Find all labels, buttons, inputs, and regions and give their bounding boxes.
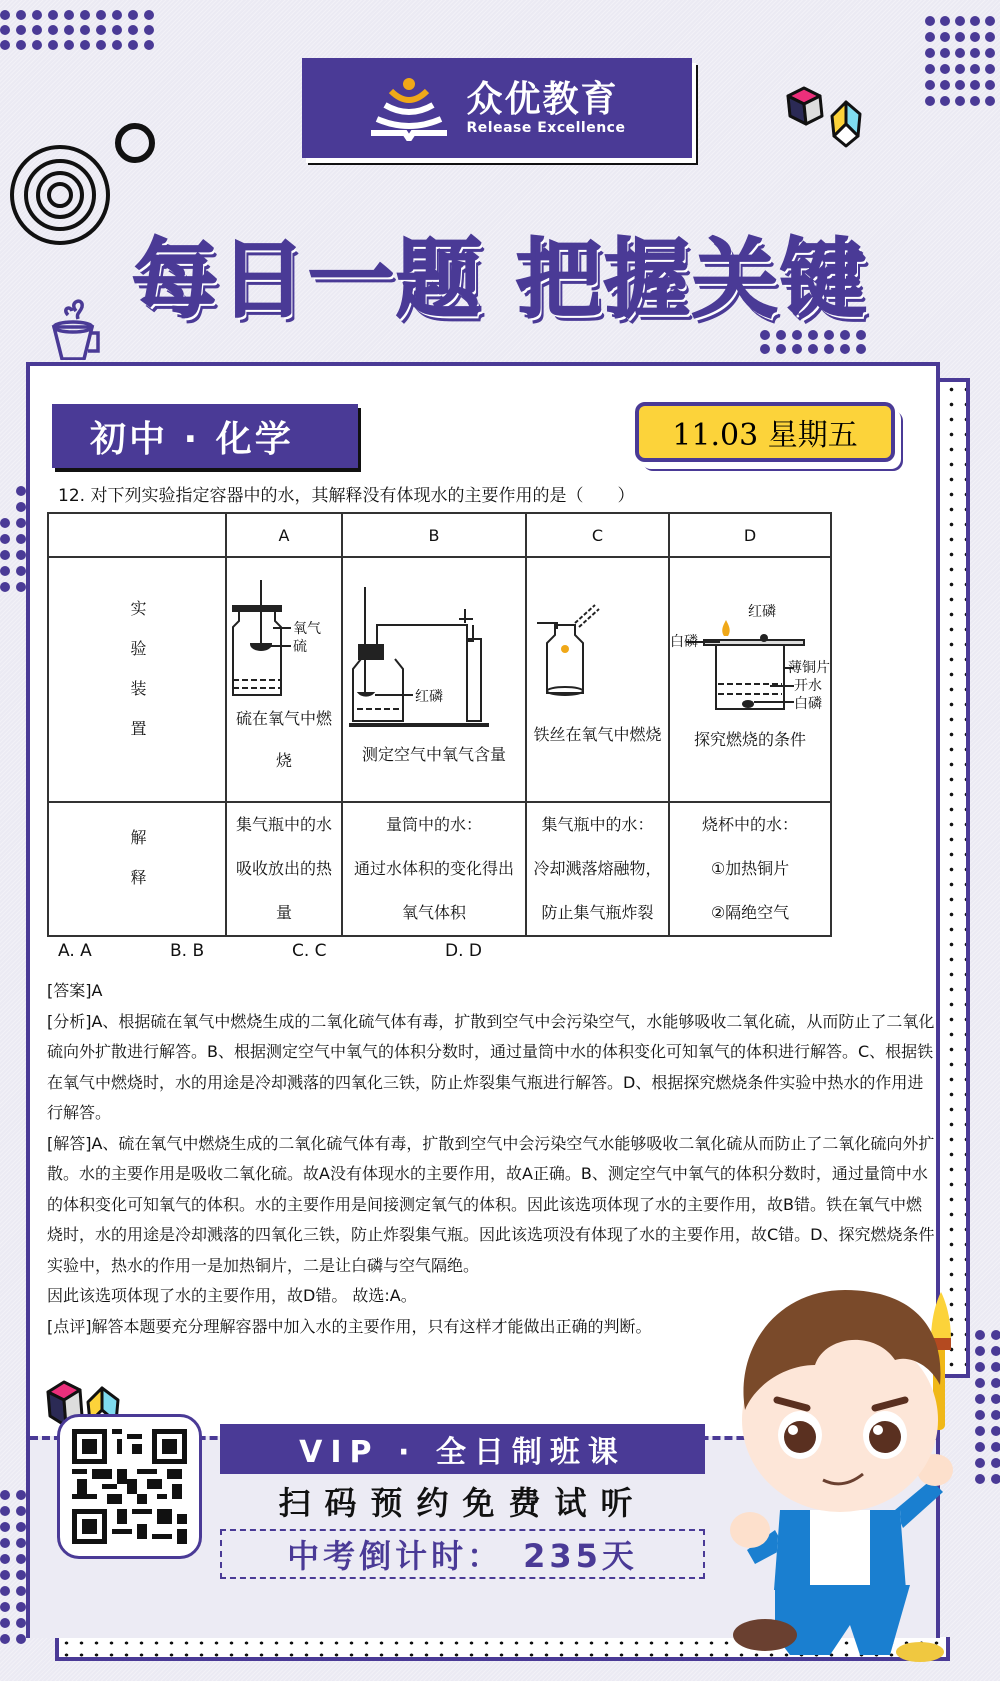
answer-options [58, 941, 482, 961]
dot-grid-bottom-right [975, 1330, 1000, 1484]
explanation-paragraph: [解答]A、硫在氧气中燃烧生成的二氧化硫气体有毒，扩散到空气中会污染空气水能够吸收二氧化硫从而防止了二氧化硫向外扩散。水的主要作用是吸收二氧化硫。故A没有体现水的主要作用，故A正确。B、测定空气中氧气的体积分数时，通过量筒中水的体积变化可知氧气的体积。水的主要作用是间接测定氧气的体积。因此该选项体现了水的主要作用，故B错。铁在氧气中燃烧时，水的用途是冷却溅落的四氧化三铁，防止炸裂集气瓶。因此该选项没有体现了水的主要作用，故C错。D、探究燃烧条件实验中，热水的作用一是加热铜片，二是让白磷与空气隔绝。 [47, 1133, 935, 1275]
analysis-paragraph: [分析]A、根据硫在氧气中燃烧生成的二氧化硫气体有毒，扩散到空气中会污染空气，水能够吸收二氧化硫，从而防止了二氧化硫向外扩散进行解答。B、根据测定空气中氧气的体积分数时，通过量筒中水的体积变化可知氧气的体积进行解答。C、根据铁在氧气中燃烧时，水的用途是冷却溅落的四氧化三铁，防止炸裂集气瓶进行解答。D、根据探究燃烧条件实验中热水的作用进行解答。 [47, 1011, 935, 1122]
caption-b: 测定空气中氧气含量 [361, 744, 506, 764]
svg-text:硫: 硫 [293, 638, 307, 655]
countdown-value: 235天 [523, 1537, 638, 1575]
caption-d: 探究燃烧的条件 [693, 729, 806, 749]
apparatus-c [526, 557, 669, 802]
comment-line: [点评]解答本题要充分理解容器中加入水的主要作用，只有这样才能做出正确的判断。 [47, 1316, 652, 1336]
apparatus-b [342, 557, 526, 802]
logo-icon [369, 75, 449, 141]
brand-name-cn: 众优教育 [466, 79, 619, 120]
option-b: B. B [170, 941, 205, 961]
svg-text:红磷: 红磷 [415, 688, 443, 705]
svg-text:氧气: 氧气 [293, 620, 321, 637]
coffee-cup-icon [48, 285, 113, 360]
apparatus-a [226, 557, 342, 802]
exam-countdown [220, 1529, 705, 1579]
row-label-apparatus: 实验装置 [48, 557, 226, 802]
phosphorus-oxygen-diagram [349, 583, 519, 733]
qr-code[interactable] [57, 1414, 202, 1559]
column-header-c: C [526, 513, 669, 557]
dot-grid-bottom-left [0, 1490, 26, 1644]
brand-logo [302, 58, 692, 158]
apparatus-d [669, 557, 831, 802]
date-badge: 11.03 星期五 [635, 402, 895, 462]
explanation-b: 量筒中的水： 通过水体积的变化得出 氧气体积 [342, 802, 526, 936]
svg-text:薄铜片: 薄铜片 [788, 659, 830, 676]
countdown-label: 中考倒计时： [287, 1537, 504, 1575]
column-header-d: D [669, 513, 831, 557]
ring-icon [112, 120, 158, 166]
iron-wire-jar-diagram [535, 603, 645, 713]
combustion-conditions-diagram [670, 598, 830, 718]
row-label-explanation: 解释 [48, 802, 226, 936]
answer-line: [答案]A [47, 981, 103, 1000]
svg-text:红磷: 红磷 [748, 603, 776, 620]
sulfur-jar-diagram [229, 578, 339, 698]
option-d: D. D [445, 941, 482, 961]
caption-c: 铁丝在氧气中燃烧 [533, 724, 662, 744]
brand-name-en: Release Excellence [466, 120, 626, 136]
dot-grid-top-right [925, 16, 995, 106]
question-text: 12. 对下列实验指定容器中的水，其解释没有体现水的主要作用的是（ ） [58, 486, 635, 506]
column-header-a: A [226, 513, 342, 557]
explanation-a: 集气瓶中的水 吸收放出的热 量 [226, 802, 342, 936]
cube-icon [782, 82, 877, 152]
option-c: C. C [292, 941, 327, 961]
mascot-boy-with-brush [705, 1270, 975, 1670]
promo-subtitle: 扫码预约免费试听 [278, 1484, 647, 1522]
explanation-d: 烧杯中的水： ①加热铜片 ②隔绝空气 [669, 802, 831, 936]
experiment-table [47, 512, 832, 937]
concentric-circles-icon [5, 140, 115, 250]
dot-grid-left-side [0, 486, 26, 592]
caption-a: 硫在氧气中燃烧 [235, 708, 332, 770]
promo-title: VIP · 全日制班课 [220, 1424, 705, 1474]
dot-grid-top-left [0, 10, 154, 50]
column-header-b: B [342, 513, 526, 557]
explanation-c: 集气瓶中的水： 冷却溅落熔融物， 防止集气瓶炸裂 [526, 802, 669, 936]
subject-label: 初中 · 化学 [52, 404, 358, 468]
svg-text:白磷: 白磷 [794, 695, 822, 712]
option-a: A. A [58, 941, 92, 961]
svg-text:白磷: 白磷 [670, 633, 698, 650]
svg-text:开水: 开水 [794, 677, 822, 694]
conclusion-line: 因此该选项体现了水的主要作用，故D错。 故选:A。 [47, 1286, 417, 1305]
headline: 每日一题 把握关键 [132, 230, 868, 330]
